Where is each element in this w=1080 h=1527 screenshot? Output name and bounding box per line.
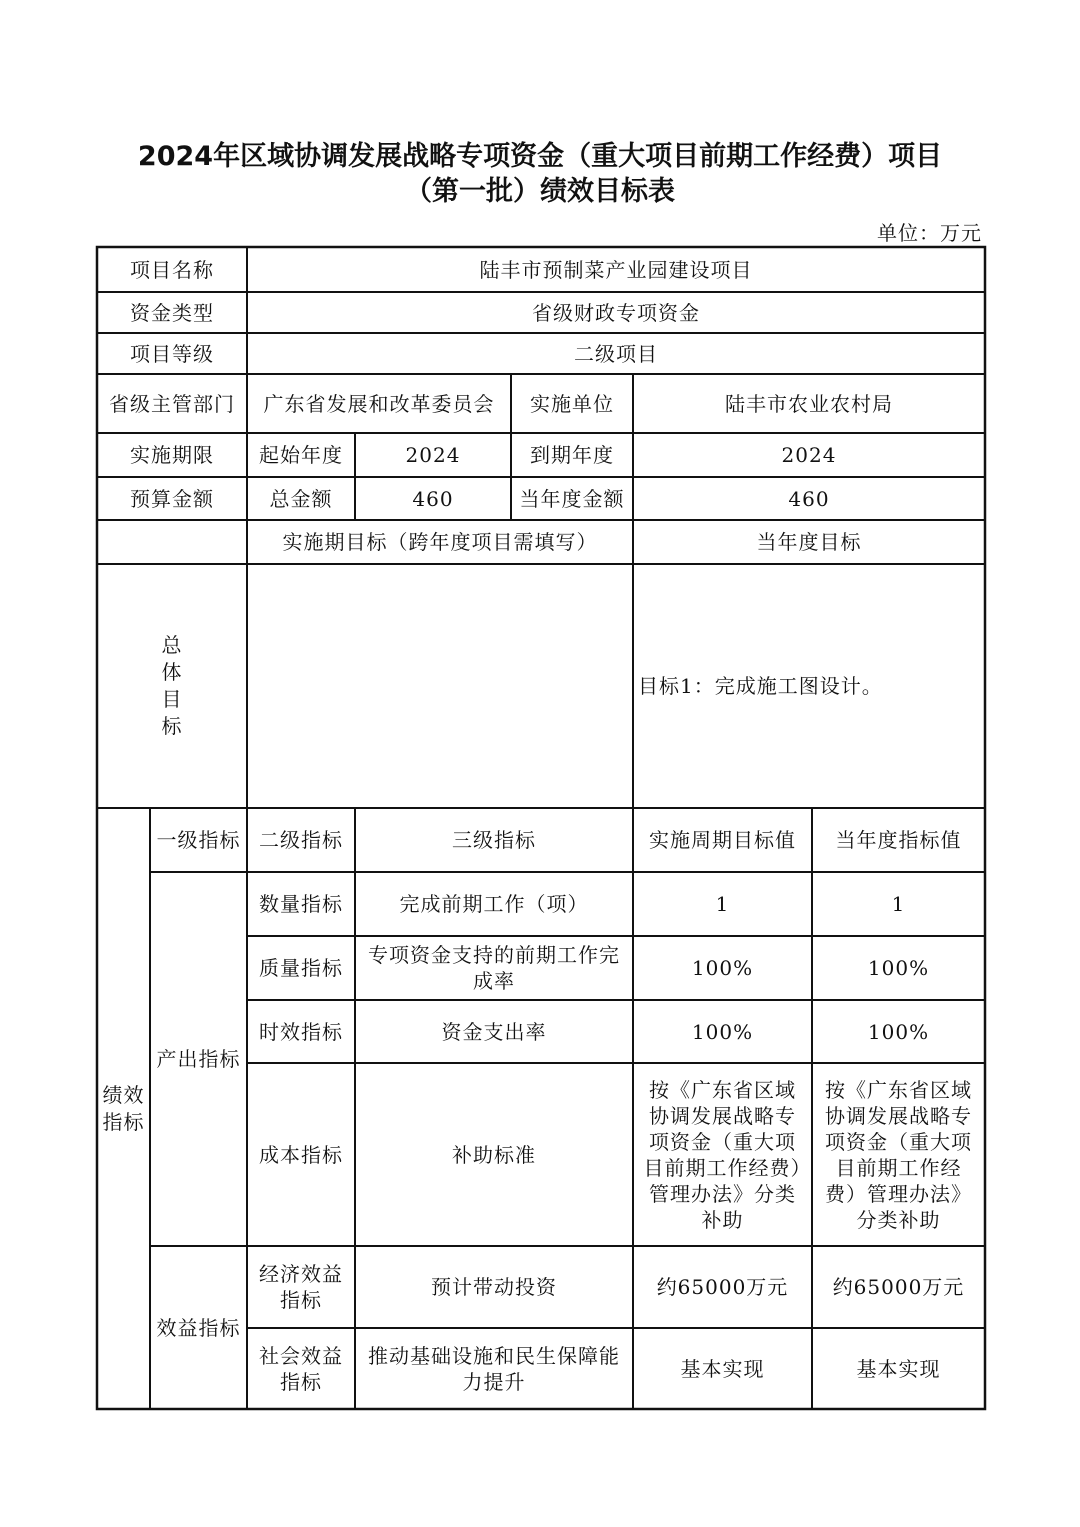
document-title-line-2: （第一批）绩效目标表	[405, 176, 675, 207]
table-row-level3: 专项资金支持的前期工作完成率	[368, 943, 620, 993]
performance-label-line: 绩效	[102, 1082, 145, 1107]
table-row-year-value: 1	[891, 892, 906, 916]
output-indicator-label: 产出指标	[156, 1047, 241, 1071]
table-row-year-value: 100%	[867, 1019, 930, 1044]
overall-goal-char: 目	[161, 687, 183, 711]
benefit-indicator-label: 效益指标	[156, 1315, 241, 1340]
budget-label: 预算金额	[130, 486, 214, 511]
period-goal-header: 实施期目标（跨年度项目需填写）	[282, 530, 598, 554]
table-row-year-value: 约65000万元	[832, 1275, 965, 1299]
table-row-level3: 预计带动投资	[431, 1275, 557, 1299]
year-goal-value: 目标1：完成施工图设计。	[638, 674, 883, 698]
overall-goal-char: 标	[161, 714, 183, 738]
total-amount-label: 总金额	[269, 486, 333, 511]
table-row-period-value: 1	[715, 892, 730, 916]
table-row-level2: 数量指标	[259, 892, 343, 916]
period-goal-value	[247, 564, 633, 808]
fund-type-value: 省级财政专项资金	[532, 300, 700, 325]
table-row-level3: 完成前期工作（项）	[399, 892, 589, 916]
table-row-level2: 经济效益指标	[259, 1262, 343, 1312]
performance-indicator-label	[97, 808, 150, 1409]
table-row-level3: 资金支出率	[441, 1019, 547, 1044]
table-row-year-value: 100%	[867, 956, 930, 980]
document-title-line-1: 2024年区域协调发展战略专项资金（重大项目前期工作经费）项目	[137, 141, 943, 172]
col-period-value-header: 实施周期目标值	[649, 828, 796, 852]
start-year-label: 起始年度	[259, 443, 343, 467]
table-row-period-value: 100%	[691, 1019, 754, 1044]
table-row-level2: 质量指标	[259, 956, 343, 980]
start-year-value: 2024	[405, 443, 461, 467]
end-year-value: 2024	[781, 443, 837, 467]
table-row-year-value: 基本实现	[856, 1356, 941, 1381]
table-row-level3: 补助标准	[452, 1142, 536, 1167]
table-row-level2: 成本指标	[259, 1142, 343, 1167]
year-goal-header: 当年度目标	[756, 530, 862, 554]
overall-goal-char: 总	[161, 633, 183, 657]
implementing-unit-value: 陆丰市农业农村局	[725, 391, 893, 416]
dept-label: 省级主管部门	[109, 391, 235, 416]
col-level2-header: 二级指标	[259, 828, 343, 852]
table-row-year-value: 按《广东省区域协调发展战略专项资金（重大项目前期工作经费）管理办法》分类补助	[825, 1077, 972, 1232]
table-row-period-value: 100%	[691, 956, 754, 980]
table-row-level2: 社会效益指标	[259, 1343, 343, 1394]
col-year-value-header: 当年度指标值	[835, 828, 962, 852]
total-amount-value: 460	[412, 486, 454, 511]
table-row-period-value: 按《广东省区域协调发展战略专项资金（重大项目前期工作经费）管理办法》分类补助	[643, 1077, 802, 1232]
overall-goal-label	[97, 564, 247, 808]
table-row-level2: 时效指标	[259, 1019, 343, 1044]
project-name-label: 项目名称	[130, 257, 214, 282]
table-row-level3: 推动基础设施和民生保障能力提升	[368, 1343, 620, 1394]
period-label: 实施期限	[130, 443, 214, 467]
implementing-unit-label: 实施单位	[530, 391, 614, 416]
table-row-period-value: 约65000万元	[656, 1275, 789, 1299]
project-level-value: 二级项目	[574, 341, 658, 366]
col-level3-header: 三级指标	[452, 828, 536, 852]
performance-label-line: 指标	[102, 1109, 145, 1134]
end-year-label: 到期年度	[530, 443, 614, 467]
year-amount-value: 460	[788, 486, 830, 511]
fund-type-label: 资金类型	[130, 300, 214, 325]
unit-label: 单位：万元	[877, 221, 982, 245]
year-amount-label: 当年度金额	[519, 486, 625, 511]
project-level-label: 项目等级	[130, 341, 214, 366]
table-row-period-value: 基本实现	[680, 1356, 765, 1381]
dept-value: 广东省发展和改革委员会	[263, 391, 495, 416]
overall-goal-char: 体	[161, 660, 183, 684]
project-name-value: 陆丰市预制菜产业园建设项目	[479, 257, 753, 282]
col-level1-header: 一级指标	[156, 828, 241, 852]
